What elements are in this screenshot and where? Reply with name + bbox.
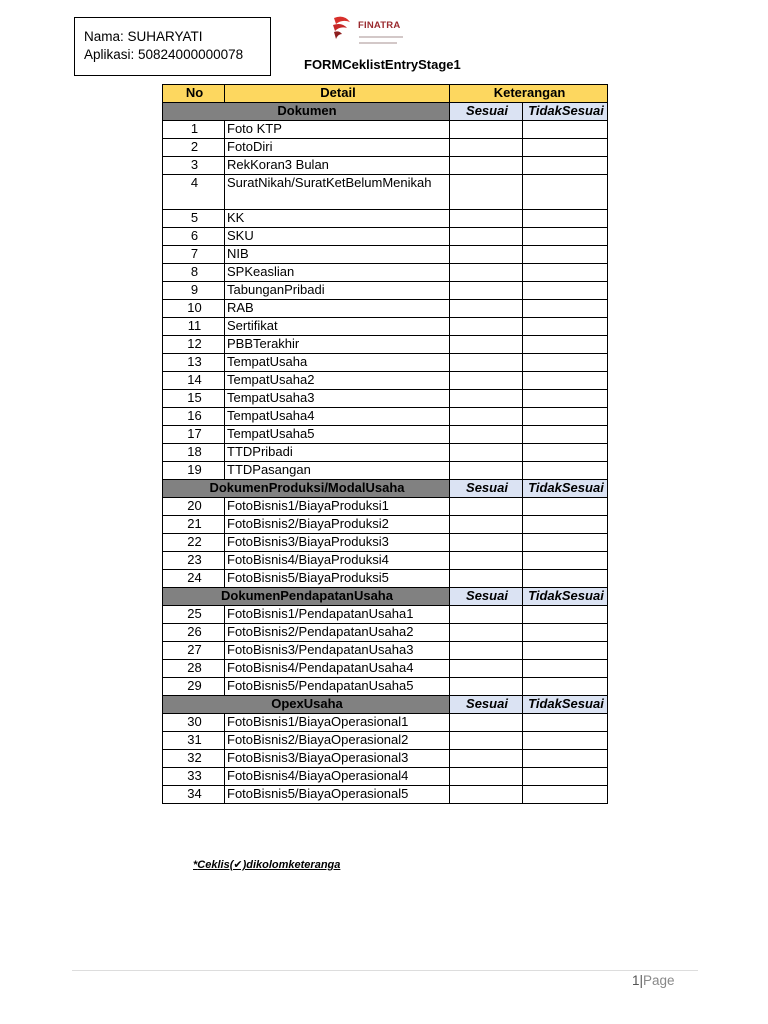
- table-row: [163, 228, 608, 246]
- option-tidak-sesuai-label: TidakSesuai: [523, 103, 608, 121]
- finatra-logo-icon: [330, 14, 354, 40]
- row-detail: Foto KTP: [225, 121, 450, 139]
- sesuai-check-cell[interactable]: [450, 318, 523, 336]
- table-row: [163, 714, 608, 732]
- section-header-row: [163, 103, 608, 121]
- option-sesuai-label: Sesuai: [450, 103, 523, 121]
- row-number: 8: [163, 264, 225, 282]
- sesuai-check-cell[interactable]: [450, 336, 523, 354]
- table-row: [163, 354, 608, 372]
- sesuai-check-cell[interactable]: [450, 516, 523, 534]
- table-row: [163, 426, 608, 444]
- row-detail: Sertifikat: [225, 318, 450, 336]
- row-number: 4: [163, 175, 225, 210]
- finatra-logo: [330, 14, 420, 54]
- row-detail: KK: [225, 210, 450, 228]
- tidak-sesuai-check-cell[interactable]: [523, 750, 608, 768]
- table-row: [163, 246, 608, 264]
- sesuai-check-cell[interactable]: [450, 300, 523, 318]
- row-number: 28: [163, 660, 225, 678]
- tidak-sesuai-check-cell[interactable]: [523, 462, 608, 480]
- sesuai-check-cell[interactable]: [450, 372, 523, 390]
- sesuai-check-cell[interactable]: [450, 570, 523, 588]
- applicant-info-box: [74, 17, 271, 76]
- row-detail: FotoBisnis2/PendapatanUsaha2: [225, 624, 450, 642]
- page-separator: |: [639, 973, 644, 988]
- row-detail: SKU: [225, 228, 450, 246]
- tidak-sesuai-check-cell[interactable]: [523, 426, 608, 444]
- tidak-sesuai-check-cell[interactable]: [523, 714, 608, 732]
- tidak-sesuai-check-cell[interactable]: [523, 139, 608, 157]
- section-title: Dokumen: [163, 103, 450, 121]
- table-row: [163, 498, 608, 516]
- sesuai-check-cell[interactable]: [450, 210, 523, 228]
- application-number: Aplikasi: 50824000000078: [84, 47, 244, 62]
- table-row: [163, 444, 608, 462]
- sesuai-check-cell[interactable]: [450, 139, 523, 157]
- footnote: [193, 858, 340, 871]
- table-row: [163, 121, 608, 139]
- row-detail: FotoBisnis3/BiayaOperasional3: [225, 750, 450, 768]
- tidak-sesuai-check-cell[interactable]: [523, 354, 608, 372]
- row-detail: FotoBisnis4/BiayaProduksi4: [225, 552, 450, 570]
- sesuai-check-cell[interactable]: [450, 714, 523, 732]
- row-detail: FotoBisnis2/BiayaProduksi2: [225, 516, 450, 534]
- sesuai-check-cell[interactable]: [450, 282, 523, 300]
- tidak-sesuai-check-cell[interactable]: [523, 175, 608, 210]
- row-number: 33: [163, 768, 225, 786]
- tidak-sesuai-check-cell[interactable]: [523, 678, 608, 696]
- row-number: 18: [163, 444, 225, 462]
- row-number: 22: [163, 534, 225, 552]
- section-header-row: [163, 696, 608, 714]
- row-number: 26: [163, 624, 225, 642]
- section-title: DokumenPendapatanUsaha: [163, 588, 450, 606]
- tidak-sesuai-check-cell[interactable]: [523, 246, 608, 264]
- row-number: 6: [163, 228, 225, 246]
- form-title: FORMCeklistEntryStage1: [304, 57, 461, 72]
- header-no: No: [163, 85, 225, 103]
- sesuai-check-cell[interactable]: [450, 786, 523, 804]
- row-detail: FotoDiri: [225, 139, 450, 157]
- row-detail: FotoBisnis5/PendapatanUsaha5: [225, 678, 450, 696]
- tidak-sesuai-check-cell[interactable]: [523, 786, 608, 804]
- sesuai-check-cell[interactable]: [450, 624, 523, 642]
- row-detail: FotoBisnis4/BiayaOperasional4: [225, 768, 450, 786]
- sesuai-check-cell[interactable]: [450, 408, 523, 426]
- tidak-sesuai-check-cell[interactable]: [523, 606, 608, 624]
- row-detail: PBBTerakhir: [225, 336, 450, 354]
- row-detail: FotoBisnis3/BiayaProduksi3: [225, 534, 450, 552]
- tidak-sesuai-check-cell[interactable]: [523, 570, 608, 588]
- tidak-sesuai-check-cell[interactable]: [523, 732, 608, 750]
- tidak-sesuai-check-cell[interactable]: [523, 516, 608, 534]
- table-row: [163, 300, 608, 318]
- tidak-sesuai-check-cell[interactable]: [523, 300, 608, 318]
- table-row: [163, 534, 608, 552]
- sesuai-check-cell[interactable]: [450, 606, 523, 624]
- row-number: 7: [163, 246, 225, 264]
- row-detail: RekKoran3 Bulan: [225, 157, 450, 175]
- row-number: 14: [163, 372, 225, 390]
- sesuai-check-cell[interactable]: [450, 534, 523, 552]
- row-detail: TempatUsaha5: [225, 426, 450, 444]
- row-number: 27: [163, 642, 225, 660]
- sesuai-check-cell[interactable]: [450, 228, 523, 246]
- table-row: [163, 336, 608, 354]
- checklist-table: [162, 84, 608, 804]
- tidak-sesuai-check-cell[interactable]: [523, 121, 608, 139]
- table-row: [163, 570, 608, 588]
- table-row: [163, 516, 608, 534]
- checklist-body: [163, 85, 608, 804]
- option-tidak-sesuai-label: TidakSesuai: [523, 480, 608, 498]
- row-number: 3: [163, 157, 225, 175]
- row-number: 2: [163, 139, 225, 157]
- section-header-row: [163, 480, 608, 498]
- row-number: 17: [163, 426, 225, 444]
- tidak-sesuai-check-cell[interactable]: [523, 642, 608, 660]
- header-detail: Detail: [225, 85, 450, 103]
- row-number: 12: [163, 336, 225, 354]
- row-number: 19: [163, 462, 225, 480]
- table-row: [163, 462, 608, 480]
- row-detail: FotoBisnis4/PendapatanUsaha4: [225, 660, 450, 678]
- table-row: [163, 678, 608, 696]
- row-detail: RAB: [225, 300, 450, 318]
- option-tidak-sesuai-label: TidakSesuai: [523, 588, 608, 606]
- table-row: [163, 642, 608, 660]
- row-number: 24: [163, 570, 225, 588]
- row-number: 30: [163, 714, 225, 732]
- tidak-sesuai-check-cell[interactable]: [523, 228, 608, 246]
- row-number: 20: [163, 498, 225, 516]
- section-title: DokumenProduksi/ModalUsaha: [163, 480, 450, 498]
- table-row: [163, 552, 608, 570]
- row-number: 11: [163, 318, 225, 336]
- option-sesuai-label: Sesuai: [450, 588, 523, 606]
- sesuai-check-cell[interactable]: [450, 175, 523, 210]
- page-label: Page: [643, 973, 675, 988]
- row-number: 9: [163, 282, 225, 300]
- table-row: [163, 157, 608, 175]
- sesuai-check-cell[interactable]: [450, 768, 523, 786]
- row-number: 23: [163, 552, 225, 570]
- tidak-sesuai-check-cell[interactable]: [523, 534, 608, 552]
- tidak-sesuai-check-cell[interactable]: [523, 444, 608, 462]
- applicant-name: Nama: SUHARYATI: [84, 29, 203, 44]
- tidak-sesuai-check-cell[interactable]: [523, 408, 608, 426]
- row-detail: FotoBisnis3/PendapatanUsaha3: [225, 642, 450, 660]
- tidak-sesuai-check-cell[interactable]: [523, 552, 608, 570]
- table-row: [163, 139, 608, 157]
- row-number: 16: [163, 408, 225, 426]
- row-detail: FotoBisnis5/BiayaOperasional5: [225, 786, 450, 804]
- table-row: [163, 750, 608, 768]
- table-row: [163, 786, 608, 804]
- row-detail: TempatUsaha4: [225, 408, 450, 426]
- sesuai-check-cell[interactable]: [450, 732, 523, 750]
- table-row: [163, 175, 608, 210]
- sesuai-check-cell[interactable]: [450, 552, 523, 570]
- section-title: OpexUsaha: [163, 696, 450, 714]
- table-row: [163, 390, 608, 408]
- sesuai-check-cell[interactable]: [450, 444, 523, 462]
- row-detail: NIB: [225, 246, 450, 264]
- sesuai-check-cell[interactable]: [450, 390, 523, 408]
- row-number: 31: [163, 732, 225, 750]
- table-row: [163, 606, 608, 624]
- table-header-row: [163, 85, 608, 103]
- sesuai-check-cell[interactable]: [450, 426, 523, 444]
- row-number: 15: [163, 390, 225, 408]
- tidak-sesuai-check-cell[interactable]: [523, 264, 608, 282]
- sesuai-check-cell[interactable]: [450, 678, 523, 696]
- footnote-text: Ceklis(✔)dikolomketeranga: [197, 859, 341, 871]
- option-tidak-sesuai-label: TidakSesuai: [523, 696, 608, 714]
- footnote-star: *: [193, 859, 198, 871]
- row-detail: TempatUsaha: [225, 354, 450, 372]
- sesuai-check-cell[interactable]: [450, 462, 523, 480]
- tidak-sesuai-check-cell[interactable]: [523, 318, 608, 336]
- table-row: [163, 660, 608, 678]
- sesuai-check-cell[interactable]: [450, 750, 523, 768]
- sesuai-check-cell[interactable]: [450, 157, 523, 175]
- row-detail: SPKeaslian: [225, 264, 450, 282]
- page-number: 1: [632, 973, 640, 988]
- table-row: [163, 210, 608, 228]
- table-row: [163, 282, 608, 300]
- sesuai-check-cell[interactable]: [450, 264, 523, 282]
- row-number: 5: [163, 210, 225, 228]
- tidak-sesuai-check-cell[interactable]: [523, 390, 608, 408]
- sesuai-check-cell[interactable]: [450, 354, 523, 372]
- table-row: [163, 624, 608, 642]
- table-row: [163, 732, 608, 750]
- row-number: 29: [163, 678, 225, 696]
- row-number: 13: [163, 354, 225, 372]
- tidak-sesuai-check-cell[interactable]: [523, 498, 608, 516]
- tidak-sesuai-check-cell[interactable]: [523, 282, 608, 300]
- page-footer: [632, 973, 675, 988]
- tidak-sesuai-check-cell[interactable]: [523, 157, 608, 175]
- row-number: 34: [163, 786, 225, 804]
- sesuai-check-cell[interactable]: [450, 642, 523, 660]
- row-detail: TempatUsaha2: [225, 372, 450, 390]
- option-sesuai-label: Sesuai: [450, 480, 523, 498]
- row-number: 1: [163, 121, 225, 139]
- section-header-row: [163, 588, 608, 606]
- sesuai-check-cell[interactable]: [450, 498, 523, 516]
- row-detail: TTDPribadi: [225, 444, 450, 462]
- tidak-sesuai-check-cell[interactable]: [523, 372, 608, 390]
- row-detail: FotoBisnis1/PendapatanUsaha1: [225, 606, 450, 624]
- sesuai-check-cell[interactable]: [450, 660, 523, 678]
- logo-tagline-line: [359, 36, 403, 38]
- header-keterangan: Keterangan: [450, 85, 608, 103]
- table-row: [163, 264, 608, 282]
- table-row: [163, 768, 608, 786]
- sesuai-check-cell[interactable]: [450, 121, 523, 139]
- row-detail: FotoBisnis1/BiayaProduksi1: [225, 498, 450, 516]
- row-detail: FotoBisnis1/BiayaOperasional1: [225, 714, 450, 732]
- table-row: [163, 318, 608, 336]
- row-detail: SuratNikah/SuratKetBelumMenikah: [225, 175, 450, 210]
- option-sesuai-label: Sesuai: [450, 696, 523, 714]
- tidak-sesuai-check-cell[interactable]: [523, 210, 608, 228]
- row-detail: TabunganPribadi: [225, 282, 450, 300]
- sesuai-check-cell[interactable]: [450, 246, 523, 264]
- row-detail: FotoBisnis2/BiayaOperasional2: [225, 732, 450, 750]
- tidak-sesuai-check-cell[interactable]: [523, 660, 608, 678]
- logo-wordmark: FINATRA: [358, 20, 401, 31]
- row-number: 10: [163, 300, 225, 318]
- row-number: 25: [163, 606, 225, 624]
- tidak-sesuai-check-cell[interactable]: [523, 336, 608, 354]
- row-number: 21: [163, 516, 225, 534]
- logo-tagline-line: [359, 42, 397, 44]
- footer-divider: [72, 970, 698, 971]
- table-row: [163, 372, 608, 390]
- row-detail: TTDPasangan: [225, 462, 450, 480]
- row-detail: TempatUsaha3: [225, 390, 450, 408]
- tidak-sesuai-check-cell[interactable]: [523, 624, 608, 642]
- row-detail: FotoBisnis5/BiayaProduksi5: [225, 570, 450, 588]
- tidak-sesuai-check-cell[interactable]: [523, 768, 608, 786]
- table-row: [163, 408, 608, 426]
- row-number: 32: [163, 750, 225, 768]
